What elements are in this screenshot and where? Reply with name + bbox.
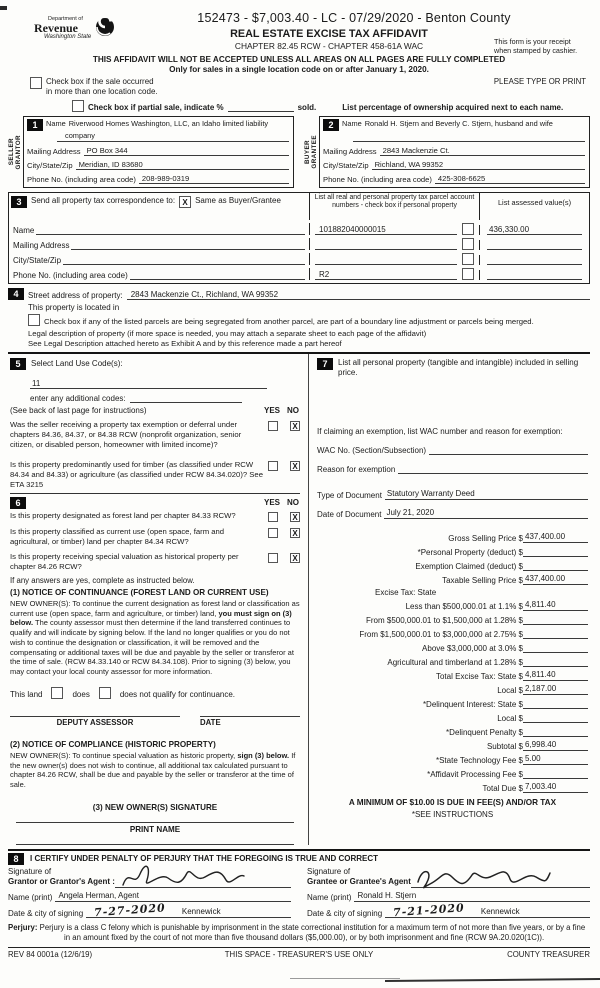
personal-property-checkbox[interactable] (462, 253, 474, 265)
calc-value-field[interactable]: 2,187.00 (523, 684, 588, 695)
correspondence-label: City/State/Zip (13, 255, 62, 265)
multi-location-label (46, 77, 158, 98)
calc-row (317, 560, 588, 571)
section-1-chip: 1 (27, 119, 43, 131)
question-exemption-row (10, 420, 300, 450)
calc-value-field[interactable]: 437,400.00 (523, 574, 588, 585)
deputy-date-line[interactable] (200, 715, 300, 717)
section-7-chip: 7 (317, 358, 333, 370)
seller-phone-label: Phone No. (including area code) (27, 174, 136, 184)
reason-exemption-field[interactable] (398, 463, 588, 474)
deputy-assessor-labels (10, 718, 300, 727)
seller-mailing-label: Mailing Address (27, 146, 81, 156)
minimum-fee-note: A MINIMUM OF $10.00 IS DUE IN FEE(S) AND/OR TAX (348, 797, 557, 807)
seller-section (8, 116, 294, 188)
calc-row (317, 726, 588, 737)
partial-sale-sold-label: sold. (297, 102, 317, 112)
perjury-label: Perjury: (8, 922, 38, 932)
assessed-cell (479, 255, 589, 265)
seller-role-label: SELLER (7, 138, 15, 166)
forest-no-checkbox[interactable]: X (290, 512, 300, 522)
additional-codes-field[interactable] (130, 393, 242, 403)
assessed-cell (479, 240, 589, 250)
buyer-name-label: Name (342, 118, 362, 128)
grantor-role-label: GRANTOR (14, 134, 22, 170)
grantor-signature-block (8, 867, 291, 918)
same-as-buyer-label: Same as Buyer/Grantee (195, 195, 281, 205)
single-location-note: Only for sales in a single location code on or after January 1, 2020. (169, 65, 429, 74)
calc-row (317, 642, 588, 653)
parcel-cell (309, 223, 479, 235)
correspondence-header (9, 193, 309, 220)
calc-row (317, 740, 588, 751)
same-as-buyer-checkbox[interactable]: X (179, 196, 191, 208)
buyer-phone-label: Phone No. (including area code) (323, 174, 432, 184)
see-instructions-note: *SEE INSTRUCTIONS (411, 809, 494, 819)
seller-strip (8, 116, 23, 188)
form-chapter: CHAPTER 82.45 RCW - CHAPTER 458-61A WAC (234, 41, 424, 51)
historic-yes-checkbox[interactable] (268, 553, 278, 563)
segregated-label: Check box if any of the listed parcels are being segregated from another parcel, are part of a boundary line adjustment or parcels being merged. (44, 316, 534, 326)
calc-label: Excise Tax: State (375, 587, 437, 597)
grantor-date-field[interactable] (86, 901, 291, 919)
calc-value-field[interactable] (523, 712, 588, 723)
date-of-document-label: Date of Document (317, 509, 382, 519)
partial-sale-row (72, 100, 590, 112)
assessed-cell (479, 225, 589, 235)
notice-continuance-body (10, 599, 300, 677)
logo-dept-label: Department of (48, 16, 83, 22)
legal-description-value[interactable]: See Legal Description attached hereto as Exhibit A and by this reference made a part hereof (28, 338, 342, 348)
calc-label: Agricultural and timberland at 1.28% $ (387, 657, 523, 667)
calc-value-field[interactable]: 7,003.40 (523, 782, 588, 793)
scan-artifact-bottomright (385, 978, 600, 982)
yes-no-header-6 (264, 498, 300, 507)
calc-label: Exemption Claimed (deduct) $ (415, 561, 523, 571)
calc-value-field[interactable]: 5.00 (523, 754, 588, 765)
buyer-strip (304, 116, 319, 188)
parcel-row (9, 235, 589, 250)
columns-area (8, 352, 590, 845)
calc-label: *Delinquent Penalty $ (446, 727, 523, 737)
parcel-cell (309, 253, 479, 265)
seller-phone-field[interactable]: 208-989-0319 (139, 174, 289, 184)
personal-property-title: List all personal property (tangible and intangible) included in selling price. (338, 357, 579, 378)
reason-exemption-label: Reason for exemption (317, 464, 396, 474)
calc-label: Above $3,000,000 at 3.0% $ (422, 643, 523, 653)
calc-label: From $1,500,000.01 to $3,000,000 at 2.75% $ (359, 629, 523, 639)
correspondence-label: Name (13, 225, 35, 235)
deputy-assessor-lines (10, 715, 300, 717)
seller-csz-field[interactable]: Meridian, ID 83680 (76, 160, 289, 170)
does-label: does (72, 689, 90, 699)
calc-row (317, 768, 588, 779)
correspondence-field[interactable] (71, 240, 305, 250)
print-name-label: PRINT NAME (129, 824, 181, 834)
calc-value-field[interactable]: 6,998.40 (523, 740, 588, 751)
calc-label: *Personal Property (deduct) $ (417, 547, 523, 557)
correspondence-field[interactable] (130, 270, 305, 280)
calc-value-field[interactable] (523, 628, 588, 639)
parcel-number-field[interactable] (315, 255, 457, 265)
if-any-yes-note: If any answers are yes, complete as instructed below. (10, 575, 195, 585)
grantor-signature-scribble-icon (117, 865, 247, 891)
calc-row (317, 600, 588, 611)
seller-name-value-line2[interactable]: company (57, 131, 289, 142)
notice-compliance-body-bold: sign (3) below. (237, 750, 290, 760)
question-forest-row (10, 511, 300, 522)
calc-label: *State Technology Fee $ (435, 755, 523, 765)
additional-codes-label: enter any additional codes: (30, 393, 126, 403)
question-forest-text: Is this property designated as forest land per chapter 84.33 RCW? (10, 510, 236, 520)
wac-no-label: WAC No. (Section/Subsection) (317, 445, 427, 455)
qualify-row (10, 687, 300, 699)
ownership-note: List percentage of ownership acquired next to each name. (342, 102, 564, 112)
calc-row (317, 588, 588, 597)
partial-sale-checkbox[interactable] (72, 100, 84, 112)
current-use-no-checkbox[interactable]: X (290, 528, 300, 538)
question-timber-text: Is this property predominantly used for timber (as classified under RCW 84.34 and 84.33) or agriculture (as classified under RCW 84.34.020)? See ETA 3215 (10, 459, 263, 489)
multi-location-label-2: in more than one location code. (46, 87, 158, 97)
correspondence-cell (9, 270, 309, 280)
grantee-name-print-label: Name (print) (307, 892, 352, 902)
claiming-exemption-note: If claiming an exemption, list WAC number and reason for exemption: (317, 426, 563, 436)
personal-property-checkbox[interactable] (462, 223, 474, 235)
grantor-agent-label: Grantor or Grantor's Agent : (8, 877, 115, 887)
street-address-row (8, 288, 590, 300)
deputy-assessor-signature-line[interactable] (10, 715, 180, 717)
scan-artifact-bottom-faint (290, 978, 400, 979)
calc-value-field[interactable] (523, 726, 588, 737)
calc-row (317, 546, 588, 557)
assessed-value-field[interactable] (487, 240, 582, 250)
calc-label: From $500,000.01 to $1,500,000 at 1.28% $ (365, 615, 523, 625)
date-of-document-field[interactable]: July 21, 2020 (384, 508, 588, 519)
parcel-row (9, 220, 589, 235)
question-exemption-text: Was the seller receiving a property tax exemption or deferral under chapters 84.36, 84.37, or 84.38 RCW (nonprofit organization, senior citizen, or disabled person, homeowner with limited income)? (10, 419, 242, 449)
new-owner-signature-title: (3) NEW OWNER(S) SIGNATURE (92, 802, 218, 812)
no-header-label-6: NO (287, 498, 299, 508)
notice-compliance-body-a: NEW OWNER(S): To continue special valuation as historic property, (10, 750, 238, 760)
treasurer-space-label: THIS SPACE - TREASURER'S USE ONLY (224, 949, 374, 959)
calc-label: Local $ (497, 685, 523, 695)
buyer-csz-label: City/State/Zip (323, 160, 369, 170)
grantor-name-field[interactable]: Angela Herman, Agent (55, 891, 291, 902)
calc-label: Subtotal $ (486, 741, 523, 751)
legal-description-block (28, 329, 590, 349)
calc-value-field[interactable] (523, 698, 588, 709)
print-name-line[interactable] (16, 843, 294, 845)
certify-statement: I CERTIFY UNDER PENALTY OF PERJURY THAT THE FOREGOING IS TRUE AND CORRECT (30, 854, 379, 864)
parcel-number-field[interactable]: R2 (315, 270, 457, 280)
current-use-yes-checkbox[interactable] (268, 528, 278, 538)
certification-section (8, 849, 590, 944)
receipt-note-line2: when stamped by cashier. (494, 46, 578, 56)
grantor-signature-of-label: Signature of (8, 867, 52, 876)
notice-compliance-body (10, 751, 300, 790)
grantor-date-city-label: Date & city of signing (8, 908, 84, 918)
grantee-signature-field[interactable] (411, 867, 590, 888)
seller-name-value[interactable]: Riverwood Homes Washington, LLC, an Idaho limited liability (68, 118, 269, 128)
question-timber-row (10, 460, 300, 490)
question-historic-text: Is this property receiving special valuation as historical property per chapter 84.26 RCW? (10, 551, 239, 571)
buyer-phone-field[interactable]: 425-308-6625 (435, 174, 585, 184)
calc-row (317, 782, 588, 793)
yes-no-header-5 (264, 406, 300, 415)
seller-csz-label: City/State/Zip (27, 160, 73, 170)
buyer-name-value-line2[interactable] (353, 131, 585, 142)
calc-row (317, 532, 588, 543)
new-owner-signature-line[interactable] (16, 821, 294, 823)
correspondence-cell (9, 255, 309, 265)
calc-row (317, 754, 588, 765)
right-column (308, 354, 590, 845)
section-6-header (10, 493, 300, 509)
wac-no-field[interactable] (429, 444, 588, 455)
calc-value-field[interactable] (523, 642, 588, 653)
tax-correspondence-section (8, 192, 590, 284)
parcel-row (9, 265, 589, 283)
form-footer (8, 947, 590, 959)
grantor-handwritten-date: 7-27-2020 (93, 901, 167, 919)
street-address-field[interactable]: 2843 Mackenzie Ct., Richland, WA 99352 (127, 290, 590, 300)
no-header-label: NO (287, 405, 299, 415)
segregated-row (28, 314, 590, 326)
calc-value-field[interactable]: 4,811.40 (523, 670, 588, 681)
calc-label: *Affidavit Processing Fee $ (427, 769, 523, 779)
buyer-section (304, 116, 590, 188)
partial-sale-label: Check box if partial sale, indicate % (88, 102, 224, 112)
calc-value-field[interactable]: 4,811.40 (523, 600, 588, 611)
calc-label: Gross Selling Price $ (448, 533, 523, 543)
does-not-qualify-checkbox[interactable] (99, 687, 111, 699)
calc-value-field[interactable] (523, 656, 588, 667)
form-warning: THIS AFFIDAVIT WILL NOT BE ACCEPTED UNLESS ALL AREAS ON ALL PAGES ARE FULLY COMPLETED (92, 55, 506, 64)
calc-value-field[interactable] (523, 560, 588, 571)
question-historic-row (10, 552, 300, 572)
dor-logo-text (34, 16, 91, 40)
parcel-number-field[interactable]: 101882040000015 (315, 225, 457, 235)
calc-row (317, 656, 588, 667)
calc-row (317, 670, 588, 681)
buyer-csz-field[interactable]: Richland, WA 99352 (372, 160, 585, 170)
logo-state-label: Washington State (44, 34, 92, 40)
correspondence-field[interactable] (36, 225, 305, 235)
grantee-date-city-label: Date & city of signing (307, 908, 383, 918)
does-qualify-checkbox[interactable] (51, 687, 63, 699)
grantee-role-label: GRANTEE (310, 134, 318, 169)
buyer-mailing-field[interactable]: 2843 Mackenzie Ct. (380, 146, 585, 156)
treasurer-stamp-line: 152473 - $7,003.40 - LC - 07/29/2020 - Benton County (197, 11, 511, 25)
yes-header-label: YES (263, 405, 280, 415)
dor-logo (34, 16, 154, 40)
calc-label: Taxable Selling Price $ (442, 575, 523, 585)
multi-location-checkbox[interactable] (30, 77, 42, 89)
seller-box (23, 116, 294, 188)
calc-label: Total Due $ (482, 783, 523, 793)
dor-swirl-icon (93, 16, 118, 38)
personal-property-checkbox[interactable] (462, 268, 474, 280)
buyer-mailing-label: Mailing Address (323, 146, 377, 156)
timber-yes-checkbox[interactable] (268, 461, 278, 471)
timber-no-checkbox[interactable]: X (290, 461, 300, 471)
calc-value-field[interactable] (523, 614, 588, 625)
calc-row (317, 574, 588, 585)
buyer-role-label: BUYER (303, 139, 311, 164)
deputy-assessor-label: DEPUTY ASSESSOR (56, 717, 134, 727)
question-current-use-text: Is this property classified as current use (open space, farm and agricultural, or timber) land per chapter 84.34 RCW? (10, 526, 225, 546)
personal-property-checkbox[interactable] (462, 238, 474, 250)
question-current-use-row (10, 527, 300, 547)
section-5-chip: 5 (10, 358, 26, 370)
calc-row (317, 712, 588, 723)
parcel-rows (9, 220, 589, 283)
county-treasurer-label: COUNTY TREASURER (507, 949, 590, 959)
assessed-cell (479, 270, 589, 280)
please-type-label: PLEASE TYPE OR PRINT (493, 77, 586, 86)
section-6-chip: 6 (10, 497, 26, 509)
section-4-chip: 4 (8, 288, 24, 300)
multi-location-label-1: Check box if the sale occurred (46, 77, 154, 86)
grantee-name-field[interactable]: Ronald H. Stjern (354, 891, 590, 902)
assessed-value-field[interactable]: 436,330.00 (487, 225, 582, 235)
grantee-signature-of-label: Signature of (307, 867, 351, 876)
calc-rows (317, 532, 588, 793)
grantee-signature-block (307, 867, 590, 918)
partial-sale-percent-field[interactable] (228, 102, 294, 112)
grantee-city-value: Kennewick (480, 906, 520, 916)
parcel-number-field[interactable] (315, 240, 457, 250)
notice-continuance-body-bold: you must sign on (3) below. (10, 608, 292, 628)
section-3-chip: 3 (11, 196, 27, 208)
section-2-chip: 2 (323, 119, 339, 131)
notice-continuance-title: (1) NOTICE OF CONTINUANCE (FOREST LAND OR CURRENT USE) (10, 587, 269, 597)
notice-continuance-body-a: NEW OWNER(S): To continue the current designation as forest land or classification as current use (open space, farm and agriculture, or timber) land, (10, 598, 300, 618)
street-address-label: Street address of property: (28, 290, 123, 300)
receipt-note-line1: This form is your receipt (494, 37, 571, 46)
exemption-yes-checkbox[interactable] (268, 421, 278, 431)
correspondence-cell (9, 240, 309, 250)
notice-compliance-title: (2) NOTICE OF COMPLIANCE (HISTORIC PROPERTY) (10, 739, 216, 749)
property-located-label: This property is located in (28, 302, 120, 312)
rev-number: REV 84 0001a (12/6/19) (8, 949, 93, 959)
calc-label: Total Excise Tax: State $ (435, 671, 523, 681)
parcel-numbers-header: List all real and personal property tax parcel account numbers - check box if personal property (309, 193, 479, 220)
left-column (8, 354, 308, 845)
notice-continuance-body-c: The county assessor must then determine if the land transferred continues to qualify and will indicate by signing below. If the land no longer qualifies or you do not wish to continue the designation or classification, it will be removed and the compensating or additional taxes will be due and payable by the seller or transferor at the time of sale. (RCW 84.33.140 or RCW 84.34.108). Prior to signing (3) below, you may contact your local county assessor for more information. (10, 618, 294, 677)
correspondence-label: Phone No. (including area code) (13, 270, 128, 280)
grantee-date-field[interactable] (385, 901, 590, 919)
legal-description-label: Legal description of property (if more space is needed, you may attach a separate sheet to each page of the affidavit) (28, 328, 427, 338)
scan-artifact-topleft (0, 6, 7, 10)
calc-row (317, 628, 588, 639)
calc-label: Local $ (497, 713, 523, 723)
receipt-note (494, 37, 586, 56)
multi-location-row (30, 77, 590, 98)
logo-revenue-label: Revenue (34, 21, 78, 35)
correspondence-cell (9, 225, 309, 235)
grantee-handwritten-date: 7-21-2020 (392, 901, 466, 919)
calc-label: *Delinquent Interest: State $ (422, 699, 523, 709)
perjury-text: Perjury is a class C felony which is punishable by imprisonment in the state correctional institution for a maximum term of not more than five years, or by a fine in an amount fixed by the court of not more than five thousand dollars ($5,000.00), or by both imprisonment and fine (RCW 9A.20.020(1C)). (39, 922, 586, 943)
yes-header-label-6: YES (263, 498, 280, 508)
calc-row (317, 684, 588, 695)
type-of-document-label: Type of Document (317, 490, 382, 500)
land-use-code-field[interactable]: 11 (30, 379, 267, 389)
parties-section (8, 116, 590, 188)
calc-label: Less than $500,000.01 at 1.1% $ (405, 601, 523, 611)
section-8-chip: 8 (8, 853, 24, 865)
grantee-signature-scribble-icon (413, 865, 553, 891)
perjury-statement (8, 923, 590, 944)
buyer-name-value[interactable]: Ronald H. Stjern and Beverly C. Stjern, husband and wife (364, 118, 553, 128)
seller-mailing-field[interactable]: PO Box 344 (84, 146, 289, 156)
parcel-row (9, 250, 589, 265)
forest-yes-checkbox[interactable] (268, 512, 278, 522)
date-label: DATE (200, 717, 221, 727)
exemption-no-checkbox[interactable]: X (290, 421, 300, 431)
assessed-value-field[interactable] (487, 270, 582, 280)
notice-compliance-body-c: If the new owner(s) does not wish to continue, all additional tax calculated pursuant to chapter 84.26 RCW, shall be due and payable by the seller or transferor at the time of sale. (10, 750, 296, 790)
assessed-values-header: List assessed value(s) (479, 193, 589, 220)
form-title: REAL ESTATE EXCISE TAX AFFIDAVIT (230, 28, 428, 40)
type-of-document-field[interactable]: Statutory Warranty Deed (385, 489, 588, 500)
grantor-city-value: Kennewick (181, 906, 221, 916)
send-correspondence-label: Send all property tax correspondence to: (31, 195, 176, 205)
land-use-title: Select Land Use Code(s): (31, 359, 123, 369)
see-back-note: (See back of last page for instructions) (10, 405, 147, 415)
this-land-label: This land (10, 689, 43, 699)
segregated-checkbox[interactable] (28, 314, 40, 326)
assessed-value-field[interactable] (487, 255, 582, 265)
grantor-signature-field[interactable] (115, 867, 291, 888)
grantee-agent-label: Grantee or Grantee's Agent (307, 877, 411, 887)
parcel-cell (309, 268, 479, 280)
correspondence-field[interactable] (63, 255, 305, 265)
calc-value-field[interactable]: 437,400.00 (523, 532, 588, 543)
historic-no-checkbox[interactable]: X (290, 553, 300, 563)
seller-name-label: Name (46, 118, 66, 128)
does-not-qualify-label: does not qualify for continuance. (119, 689, 236, 699)
calc-row (317, 614, 588, 625)
correspondence-label: Mailing Address (13, 240, 70, 250)
calc-value-field[interactable] (523, 546, 588, 557)
parcel-cell (309, 238, 479, 250)
calc-value-field[interactable] (523, 768, 588, 779)
buyer-box (319, 116, 590, 188)
grantor-name-print-label: Name (print) (8, 892, 53, 902)
calc-row (317, 698, 588, 709)
